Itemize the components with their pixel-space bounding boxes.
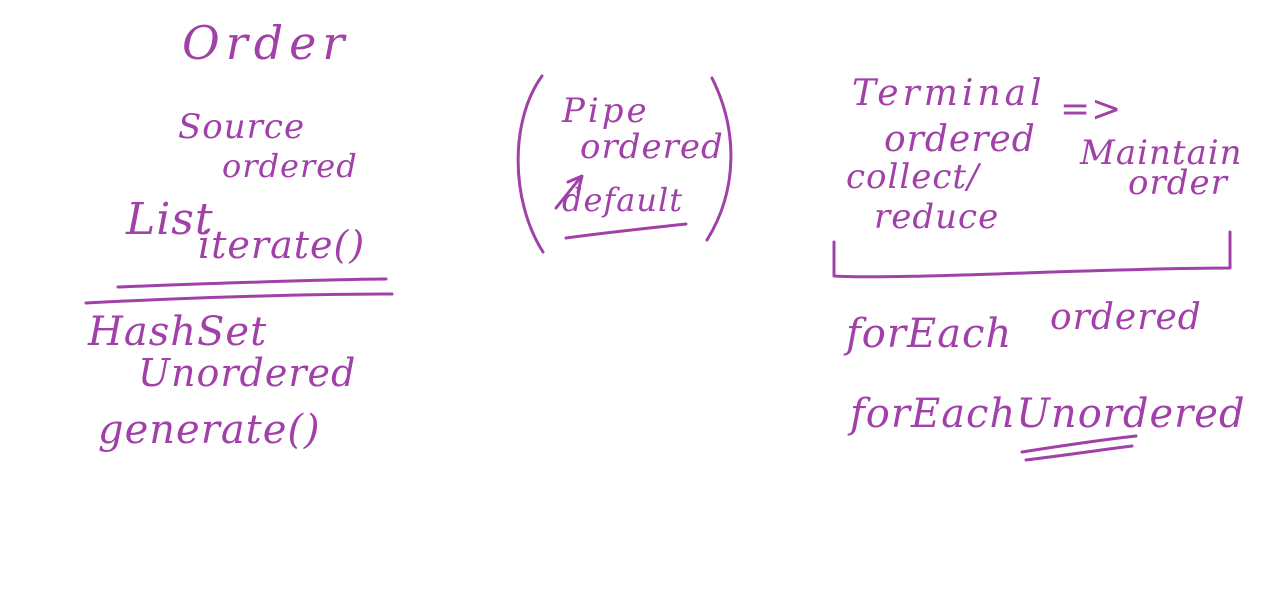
hashset-method: generate() [98,407,321,453]
pipe-note: default [562,181,684,219]
pipe-label: Pipe [562,91,650,131]
default-underline [566,224,686,238]
terminal-label: Terminal [852,73,1046,114]
hashset-value: Unordered [138,351,357,395]
maintain-value: order [1128,163,1228,203]
order-title: Order [182,16,351,70]
list-label: List [126,194,214,245]
foreach-unordered-label: forEachUnordered [850,391,1246,437]
terminal-value: ordered [884,119,1036,160]
pipe-value: ordered [580,127,724,167]
terminal-bracket [834,232,1230,277]
foreach-value: ordered [1050,297,1202,338]
divider-line-bottom [86,294,392,303]
collect-label: collect/ [846,157,980,197]
left-paren [518,76,543,252]
implies-arrow: => [1060,89,1123,130]
divider-line-top [118,279,386,287]
unordered-underline-1 [1022,436,1136,452]
source-value: ordered [222,147,358,185]
hashset-label: HashSet [88,309,268,355]
list-method: iterate() [198,223,366,267]
source-label: Source [178,107,306,147]
foreach-label: forEach [846,311,1013,357]
maintain-label: Maintain [1080,133,1243,173]
reduce-label: reduce [874,197,1000,237]
